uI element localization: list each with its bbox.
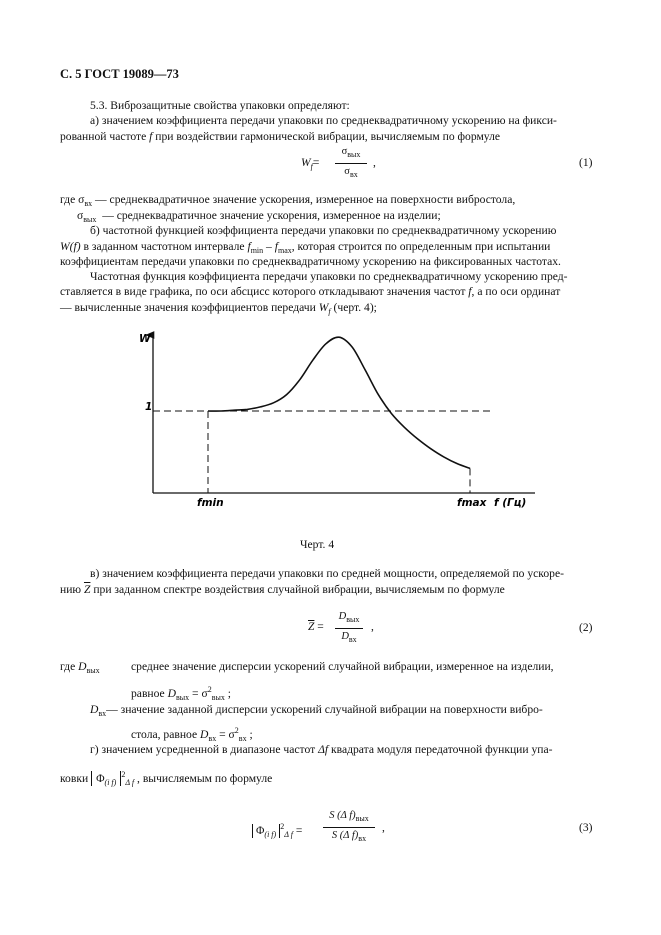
chart-4 — [130, 325, 550, 525]
where1-line2: $\sigma_{вых}$ — среднеквадратичное значение ускорения, измеренное на изделии; — [77, 209, 441, 224]
item-b-line4: Частотная функция коэффициента передачи упаковки по среднеквадратичному ускорению пред- — [90, 270, 568, 283]
item-a-line1: а) значением коэффициента передачи упаковки по среднеквадратичному ускорению на фикси- — [90, 114, 557, 127]
item-b-line1: б) частотной функцией коэффициента передачи упаковки по среднеквадратичному ускорению — [90, 224, 557, 237]
formula-2-numerator: $D_{вых}$ — [338, 611, 360, 624]
formula-3-fraction-bar — [323, 827, 375, 828]
x-tick-label-fmax: fmax — [457, 497, 487, 509]
formula-3-tail: , — [382, 822, 385, 834]
formula-1-denominator: $\sigma_{вх}$ — [344, 166, 358, 179]
formula-3-numerator: S (Δ $f)_{вых}$ — [329, 810, 369, 823]
where1-line1: где $\sigma_{вх}$ — среднеквадратичное значение ускорения, измеренное на поверхности вибростола, — [60, 193, 516, 208]
where2-eq1: равное $D_{вых} = \sigma^2_{вых}$ ; — [131, 685, 232, 702]
figure-caption: Черт. 4 — [300, 538, 335, 551]
transfer-curve — [208, 337, 470, 468]
formula-1-eq: = — [312, 157, 320, 169]
formula-3-denominator: S (Δ $f)_{вх}$ — [331, 830, 367, 843]
item-g-line1: г) значением усредненной в диапазоне частот Δf квадрата модуля передаточной функции упа- — [90, 743, 553, 756]
section-title: 5.3. Виброзащитные свойства упаковки определяют: — [90, 99, 350, 112]
item-v-line2: нию $\overline{Z}$ при заданном спектре воздействия случайной вибрации, вычисляемым по формуле — [60, 583, 505, 596]
item-a-text: рованной частоте — [60, 130, 150, 143]
page-header: С. 5 ГОСТ 19089—73 — [60, 67, 179, 81]
formula-3-lhs: $\Phi_{(i f)}^2_{\Delta f}$ = — [252, 822, 302, 839]
where2-line2: $D_{вх}—$ значение заданной дисперсии ускорений случайной вибрации на поверхности вибро- — [90, 703, 543, 718]
item-a-text2: при воздействии гармонической вибрации, вычисляемым по формуле — [152, 130, 501, 143]
item-a-f: f — [149, 130, 153, 143]
formula-1-lhs — [301, 157, 319, 171]
formula-2-tail: , — [371, 621, 374, 633]
item-b-line6: — вычисленные значения коэффициентов передачи $W_f$ (черт. 4); — [60, 301, 377, 316]
phi-modulus-inline: $\Phi_{(i f)}$ — [91, 771, 121, 786]
x-tick-label-fmin: fmin — [197, 497, 224, 509]
formula-1-w: W — [301, 157, 311, 169]
z-bar-symbol: $\overline{Z}$ — [83, 583, 91, 596]
formula-2-denominator: $D_{вх}$ — [341, 631, 357, 644]
formula-2-fraction-bar — [335, 628, 363, 629]
item-a-line2 — [60, 130, 500, 144]
formula-1-tail: , — [373, 157, 376, 169]
y-tick-label-1: 1 — [145, 401, 153, 413]
item-b-line5: ставляется в виде графика, по оси абсцисс которого откладывают значения частот f, а по оси ординат — [60, 285, 561, 298]
x-axis-label: f (Гц) — [494, 497, 527, 509]
where2-eq2: стола, равное $D_{вх} = \sigma^2_{вх}$ ; — [131, 726, 253, 743]
where2-line1: где $D_{вых}$ — [60, 660, 100, 675]
formula-1-fraction-bar — [335, 163, 367, 164]
formula-1-numerator: $\sigma_{вых}$ — [341, 146, 361, 159]
formula-1-number: (1) — [579, 157, 593, 169]
where2-text1: среднее значение дисперсии ускорений случайной вибрации, измеренное на изделии, — [131, 660, 554, 673]
item-b-line3: коэффициентам передачи упаковки по среднеквадратичному ускорению на фиксированных частотах. — [60, 255, 561, 268]
item-g-line2: ковки $\Phi_{(i f)}^2_{\Delta f}$ , вычисляемым по формуле — [60, 770, 273, 787]
item-b-line2: W(f) в заданном частотном интервале $f_{min} - f_{max}$, которая строится по определенным при испытании — [60, 240, 551, 255]
formula-3-number: (3) — [579, 822, 593, 834]
item-v-line1: в) значением коэффициента передачи упаковки по средней мощности, определяемой по ускоре- — [90, 567, 564, 580]
formula-1-w-sub: f — [310, 162, 313, 171]
formula-2-lhs: $\overline{Z}$ = — [308, 621, 324, 633]
formula-2-number: (2) — [579, 622, 593, 634]
y-axis-label: W — [139, 333, 151, 345]
